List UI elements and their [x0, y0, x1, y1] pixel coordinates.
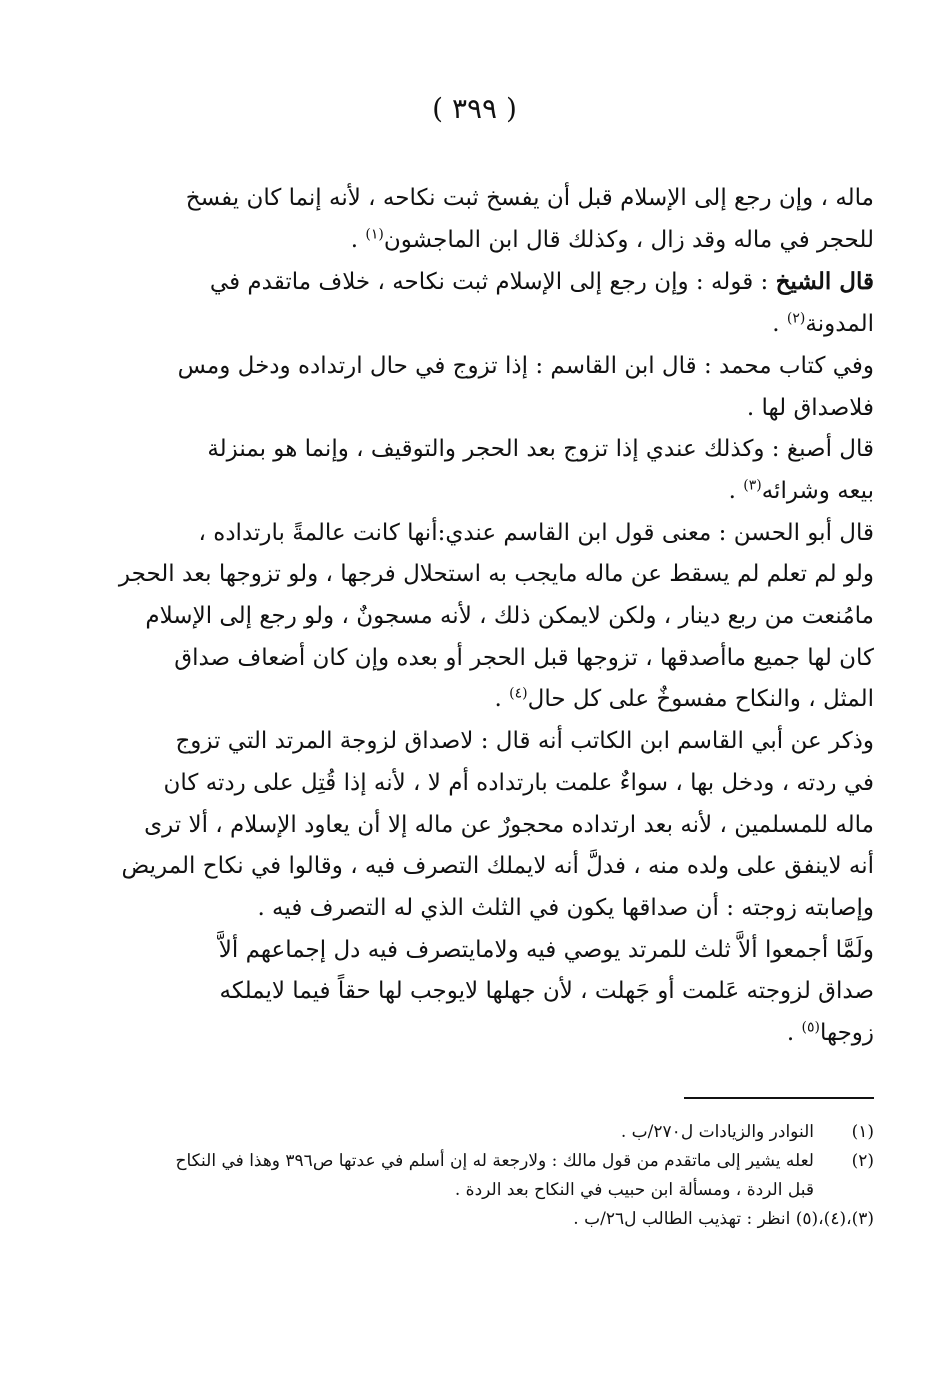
text-tail: .	[786, 1020, 802, 1047]
footnotes	[104, 1118, 874, 1234]
footnote-text: لعله يشير إلى ماتقدم من قول مالك : ولارجعة له إن أسلم في عدتها ص٣٩٦ وهذا في النكاح	[175, 1151, 814, 1171]
footnote-number: (١)	[851, 1122, 874, 1142]
paragraph-2	[104, 261, 874, 345]
text-line: قال أبو الحسن : معنى قول ابن القاسم عندي:أنها كانت عالمةً بارتداده ،	[198, 519, 874, 546]
footnote-ref[interactable]: (١)	[365, 226, 384, 243]
paragraph-1	[104, 178, 874, 261]
footnote-ref[interactable]: (٤)	[509, 685, 528, 702]
text-tail: .	[772, 311, 787, 338]
text-line: مامُنعت من ربع دينار ، ولكن لايمكن ذلك ، لأنه مسجونٌ ، ولو رجع إلى الإسلام	[145, 603, 874, 630]
text-line-content: : قوله : وإن رجع إلى الإسلام ثبت نكاحه ، خلاف ماتقدم في	[209, 269, 776, 296]
text-line	[104, 679, 874, 721]
footnote-ref[interactable]: (٢)	[786, 310, 806, 327]
main-text	[104, 178, 874, 1055]
text-line: صداق لزوجته عَلمت أو جَهلت ، لأن جهلها لايوجب لها حقاً فيما لايملكه	[219, 978, 874, 1005]
footnote-text: (٣)،(٤)،(٥) انظر : تهذيب الطالب ل٢٦/ب .	[573, 1209, 874, 1229]
footnote-2	[104, 1147, 874, 1176]
paragraph-4	[104, 429, 874, 512]
text-line-content: بيعه وشرائه	[761, 477, 874, 504]
text-line: أنه لاينفق على ولده منه ، فدلَّ أنه لايملك التصرف فيه ، وقالوا في نكاح المريض	[121, 853, 874, 880]
text-line	[104, 220, 874, 262]
text-line: ولَمَّا أجمعوا ألاَّ ثلث للمرتد يوصي فيه ولامايتصرف فيه دل إجماعهم ألاَّ	[218, 936, 874, 963]
text-line	[104, 304, 874, 346]
text-line	[104, 471, 874, 513]
paragraph-6	[104, 721, 874, 930]
footnote-ref[interactable]: (٣)	[743, 477, 762, 494]
text-tail: .	[728, 477, 744, 504]
text-line: فلاصداق لها .	[746, 394, 874, 421]
text-line-content: المدونة	[805, 311, 874, 338]
text-line: في ردته ، ودخل بها ، سواءٌ علمت بارتداده أم لا ، لأنه إذا قُتِل على ردته كان	[163, 769, 874, 796]
footnote-number: (٢)	[851, 1151, 874, 1171]
text-tail: .	[494, 686, 510, 713]
text-line	[104, 261, 874, 304]
text-line: وإصابته زوجته : أن صداقها يكون في الثلث الذي له التصرف فيه .	[257, 894, 874, 921]
text-line-content: زوجها	[819, 1020, 874, 1047]
paragraph-3	[104, 346, 874, 429]
text-line-content: المثل ، والنكاح مفسوخٌ على كل حال	[527, 686, 874, 713]
text-line-content: للحجر في ماله وقد زال ، وكذلك قال ابن الماجشون	[383, 226, 874, 253]
footnote-divider	[684, 1097, 874, 1099]
text-tail: .	[350, 226, 366, 253]
footnote-ref[interactable]: (٥)	[801, 1019, 820, 1036]
text-line: كان لها جميع ماأصدقها ، تزوجها قبل الحجر أو بعده وإن كان أضعاف صداق	[174, 644, 874, 671]
text-line: قال أصبغ : وكذلك عندي إذا تزوج بعد الحجر والتوقيف ، وإنما هو بمنزلة	[207, 436, 874, 463]
text-line: ماله للمسلمين ، لأنه بعد ارتداده محجورٌ عن ماله إلا أن يعاود الإسلام ، ألا ترى	[144, 811, 874, 838]
footnote-1	[104, 1118, 874, 1147]
footnote-3-5	[104, 1205, 874, 1234]
paragraph-7	[104, 930, 874, 1055]
paragraph-5	[104, 513, 874, 722]
text-line: وفي كتاب محمد : قال ابن القاسم : إذا تزوج في حال ارتداده ودخل ومس	[177, 352, 874, 379]
text-line: وذكر عن أبي القاسم ابن الكاتب أنه قال : لاصداق لزوجة المرتد التي تزوج	[175, 728, 874, 755]
page-number: ( ٣٩٩ )	[432, 92, 517, 125]
text-line	[104, 1013, 874, 1055]
text-line: ولو لم تعلم لم يسقط عن ماله مايجب به استحلال فرجها ، ولو تزوجها بعد الحجر	[118, 561, 874, 588]
footnote-2-continuation: قبل الردة ، ومسألة ابن حبيب في النكاح بعد الردة .	[454, 1180, 814, 1200]
lead-heading: قال الشيخ	[775, 268, 874, 296]
text-line: ماله ، وإن رجع إلى الإسلام قبل أن يفسخ ثبت نكاحه ، لأنه إنما كان يفسخ	[185, 185, 874, 211]
footnote-text: النوادر والزيادات ل٢٧٠/ب .	[620, 1122, 814, 1142]
